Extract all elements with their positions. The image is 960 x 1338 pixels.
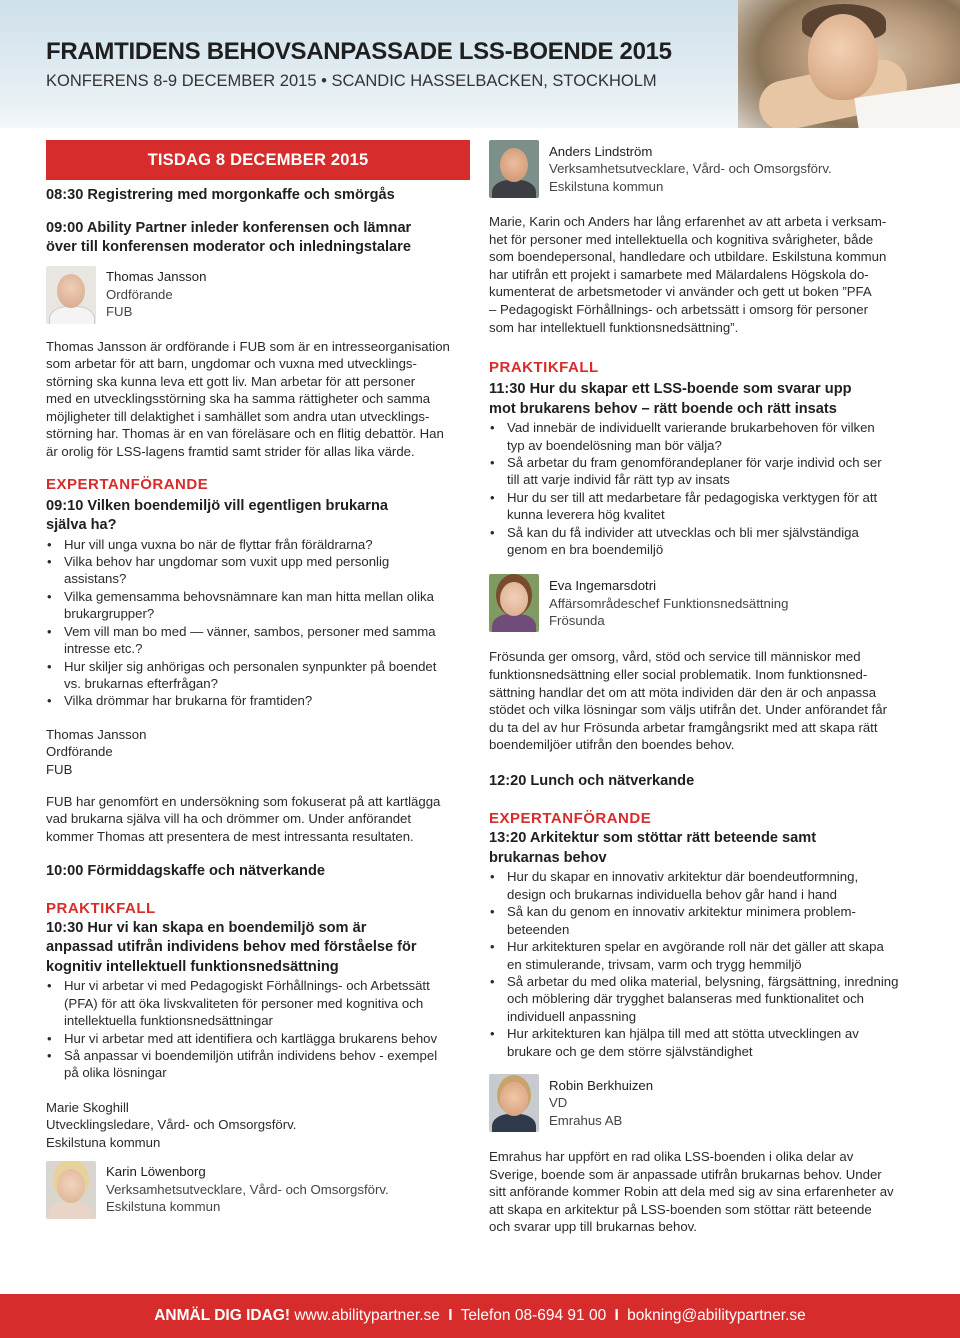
footer-phone[interactable]: Telefon 08-694 91 00 [460, 1307, 607, 1324]
speaker-photo [46, 266, 96, 324]
speaker-role: Affärsområdeschef Funktionsnedsättning [549, 595, 789, 611]
agenda-title-1130-line: mot brukarens behov – rätt boende och rätt insats [489, 400, 837, 417]
bullet-list-1320 [489, 868, 917, 1059]
speaker-photo [489, 140, 539, 198]
agenda-slot-1000: 10:00 Förmiddagskaffe och nätverkande [46, 863, 325, 880]
speaker-anders-lindstrom [489, 140, 917, 198]
list-item: • Hur arkitekturen kan hjälpa till med att stötta utvecklingen av brukare och ge dem större självständighet [489, 1025, 917, 1060]
speaker-role: Verksamhetsutvecklare, Vård- och Omsorgsförv. [106, 1181, 389, 1197]
desc-line: Sverige, boende som är anpassade utifrån brukarnas behov. Under [489, 1166, 882, 1182]
agenda-slot-0900-line1: 09:00 Ability Partner inleder konferensen och lämnar [46, 219, 412, 236]
desc-line: vad brukarna själva vill ha och drömmer om. Under anförandet [46, 811, 412, 827]
speaker-thomas-jansson [46, 266, 470, 324]
speaker-karin-lowenborg [46, 1161, 470, 1219]
list-item: • Så kan du få individer att utvecklas och bli mer självständiga genom en bra boendemiljö [489, 524, 917, 559]
agenda-title-1030-line: kognitiv intellektuell funktionsnedsättning [46, 958, 339, 975]
desc-line: Frösunda ger omsorg, vård, stöd och service till människor med [489, 649, 861, 665]
agenda-title-1030-line: 10:30 Hur vi kan skapa en boendemiljö som är [46, 919, 367, 936]
speaker-role: Ordförande [46, 744, 113, 760]
speaker-name: Anders Lindström [549, 143, 653, 159]
agenda-slot-1220: 12:20 Lunch och nätverkande [489, 772, 695, 789]
speaker-name: Karin Löwenborg [106, 1164, 206, 1180]
list-item: • Vad innebär de individuellt varierande brukarbehoven för vilken typ av boendelösning man bör välja? [489, 419, 917, 454]
page-title: FRAMTIDENS BEHOVSANPASSADE LSS-BOENDE 2015 [46, 38, 672, 65]
list-item: • Vilka gemensamma behovsnämnare kan man hitta mellan olika brukargrupper? [46, 588, 470, 623]
bio-line: Thomas Jansson är ordförande i FUB som är en intresseorganisation [46, 338, 450, 354]
speaker-org: Eskilstuna kommun [106, 1199, 221, 1215]
desc-line: och svarar upp till brukarnas behov. [489, 1219, 697, 1235]
agenda-slot-0900-line2: över till konferensen moderator och inledningstalare [46, 239, 411, 255]
agenda-title-1320-line: 13:20 Arkitektur som stöttar rätt beteende samt [489, 830, 817, 847]
speaker-photo [46, 1161, 96, 1219]
speaker-photo [489, 1074, 539, 1132]
header-photo [738, 0, 960, 128]
agenda-title-0910-line2: själva ha? [46, 517, 117, 534]
list-item: • Hur vill unga vuxna bo när de flyttar från föräldrarna? [46, 536, 470, 553]
left-column [46, 140, 470, 1219]
desc-line: – Pedagogiskt Förhållnings- och arbetssätt i omsorg för personer [489, 301, 868, 317]
list-item: • Vem vill man bo med — vänner, sambos, personer med samma intresse etc.? [46, 623, 470, 658]
speaker-eva-ingemarsdotri [489, 574, 917, 632]
speaker-org: FUB [106, 304, 133, 320]
desc-line: du ta del av hur Frösunda arbetar framgångsrikt med att skapa rätt [489, 719, 878, 735]
speaker-org: Eskilstuna kommun [46, 1134, 161, 1150]
section-label-case: PRAKTIKFALL [46, 899, 156, 917]
speaker-photo [489, 574, 539, 632]
speaker-description [489, 1148, 917, 1236]
desc-line: het för personer med intellektuella och kognitiva svårigheter, både [489, 231, 874, 247]
bio-line: störning har. Thomas är en van föreläsare och en flitig debattör. Han [46, 426, 444, 442]
speaker-bio [46, 338, 470, 461]
desc-line: boendemiljöer utifrån den boendes behov. [489, 737, 735, 753]
desc-line: kumenterat de arbetsmetoder vi använder och gett ut boken ”PFA [489, 284, 872, 300]
section-label-expert: EXPERTANFÖRANDE [46, 475, 209, 493]
bio-line: som arbetar för att barn, ungdomar och vuxna med utvecklings- [46, 356, 417, 372]
list-item: • Hur skiljer sig anhörigas och personalen synpunkter på boendet vs. brukarnas efterfrågan? [46, 658, 470, 693]
desc-line: som boendepersonal, handledare och utbildare. Eskilstuna kommun [489, 249, 887, 265]
speaker-description [489, 213, 917, 336]
bullet-list-1130 [489, 419, 917, 558]
agenda-title-1320-line: brukarnas behov [489, 849, 607, 866]
section-label-case: PRAKTIKFALL [489, 359, 599, 377]
agenda-title-1130-line: 11:30 Hur du skapar ett LSS-boende som svarar upp [489, 381, 852, 398]
bullet-list-1030 [46, 977, 470, 1081]
speaker-thomas-jansson-2 [46, 726, 470, 779]
speaker-org: FUB [46, 761, 73, 777]
section-label-expert: EXPERTANFÖRANDE [489, 810, 652, 828]
desc-line: som har intellektuell funktionsnedsättning”. [489, 319, 739, 335]
footer-separator: I [448, 1307, 453, 1324]
desc-line: Emrahus har uppfört en rad olika LSS-boenden i olika delar av [489, 1148, 854, 1164]
speaker-org: Emrahus AB [549, 1112, 623, 1128]
desc-line: har utifrån ett projekt i samarbete med Mälardalens Högskola do- [489, 266, 869, 282]
desc-line: sitt anförande kommer Robin att dela med sig av sina erfarenheter av [489, 1184, 894, 1200]
bio-line: störning ska kunna leva ett gott liv. Man arbetar för att personer [46, 373, 416, 389]
speaker-role: Verksamhetsutvecklare, Vård- och Omsorgsförv. [549, 161, 832, 177]
list-item: • Vilka drömmar har brukarna för framtiden? [46, 692, 470, 709]
list-item: • Hur du skapar en innovativ arkitektur där boendeutformning, design och brukarnas individuella behov går hand i hand [489, 868, 917, 903]
desc-line: funktionsnedsättning eller social problematik. Inom funktionsned- [489, 667, 868, 682]
list-item: • Hur arkitekturen spelar en avgörande roll när det gäller att skapa en stimulerande, trivsam, varm och trygg hemmiljö [489, 938, 917, 973]
bio-line: möjligheter till delaktighet i samhället som andra utan utvecklings- [46, 408, 430, 424]
list-item: • Så kan du genom en innovativ arkitektur minimera problem- beteenden [489, 903, 917, 938]
footer-email-link[interactable]: bokning@abilitypartner.se [627, 1307, 806, 1324]
desc-line: Marie, Karin och Anders har lång erfarenhet av att arbeta i verksam- [489, 214, 887, 229]
list-item: • Så anpassar vi boendemiljön utifrån individens behov - exempel på olika lösningar [46, 1047, 470, 1082]
speaker-name: Marie Skoghill [46, 1099, 129, 1115]
desc-line: att skapa en arkitektur på LSS-boenden som stöttar rätt beteende [489, 1201, 872, 1217]
bullet-list-0910 [46, 536, 470, 710]
desc-line: sättning handlar det om att möta individen där den är och anpassa [489, 684, 877, 700]
footer-cta: ANMÄL DIG IDAG! [154, 1307, 290, 1324]
speaker-robin-berkhuizen [489, 1074, 917, 1132]
bio-line: är orolig för LSS-lagens framtid samt strider för allas lika värde. [46, 444, 415, 460]
agenda-description-0910 [46, 793, 470, 846]
speaker-name: Thomas Jansson [46, 726, 147, 742]
desc-line: FUB har genomfört en undersökning som fokuserat på att kartlägga [46, 793, 441, 809]
bio-line: med en utvecklingsstörning ska ha samma rättigheter och samma [46, 391, 431, 407]
desc-line: kommer Thomas att presentera de mest intressanta resultaten. [46, 828, 414, 844]
footer-website-link[interactable]: www.abilitypartner.se [294, 1307, 440, 1324]
day-banner: TISDAG 8 DECEMBER 2015 [46, 140, 470, 180]
speaker-name: Robin Berkhuizen [549, 1077, 654, 1093]
agenda-slot-0830: 08:30 Registrering med morgonkaffe och smörgås [46, 187, 395, 203]
speaker-name: Eva Ingemarsdotri [549, 578, 657, 594]
speaker-role: Ordförande [106, 286, 173, 302]
list-item: • Vilka behov har ungdomar som vuxit upp med personlig assistans? [46, 553, 470, 588]
list-item: • Hur vi arbetar med att identifiera och kartlägga brukarens behov [46, 1030, 470, 1047]
right-column [489, 140, 917, 1236]
speaker-role: Utvecklingsledare, Vård- och Omsorgsförv. [46, 1117, 297, 1133]
agenda-title-0910-line1: 09:10 Vilken boendemiljö vill egentligen brukarna [46, 497, 388, 514]
footer-separator: I [614, 1307, 619, 1324]
agenda-title-1030-line: anpassad utifrån individens behov med förståelse för [46, 939, 417, 956]
list-item: • Så arbetar du fram genomförandeplaner för varje individ och ser till att varje individ får rätt typ av insats [489, 454, 917, 489]
list-item: • Hur du ser till att medarbetare får pedagogiska verktygen för att kunna leverera hög kvalitet [489, 489, 917, 524]
footer-bar [0, 1294, 960, 1338]
page-subtitle: KONFERENS 8-9 DECEMBER 2015 • SCANDIC HASSELBACKEN, STOCKHOLM [46, 72, 657, 90]
desc-line: stödet och vilka lösningar som väljs utifrån det. Under anförandet får [489, 702, 888, 718]
speaker-marie-skoghill [46, 1099, 470, 1152]
speaker-description [489, 648, 917, 754]
list-item: • Så arbetar du med olika material, belysning, färgsättning, inredning och möblering där trygghet balanseras med funktionalitet och individuell anpassning [489, 973, 917, 1025]
page-header [0, 0, 960, 128]
list-item: • Hur vi arbetar vi med Pedagogiskt Förhållnings- och Arbetssätt (PFA) för att öka livskvaliteten för personer med kognitiva och intellektuella funktionsnedsättningar [46, 977, 470, 1029]
speaker-org: Eskilstuna kommun [549, 178, 664, 194]
speaker-role: VD [549, 1095, 568, 1111]
speaker-org: Frösunda [549, 613, 605, 629]
speaker-name: Thomas Jansson [106, 269, 207, 285]
